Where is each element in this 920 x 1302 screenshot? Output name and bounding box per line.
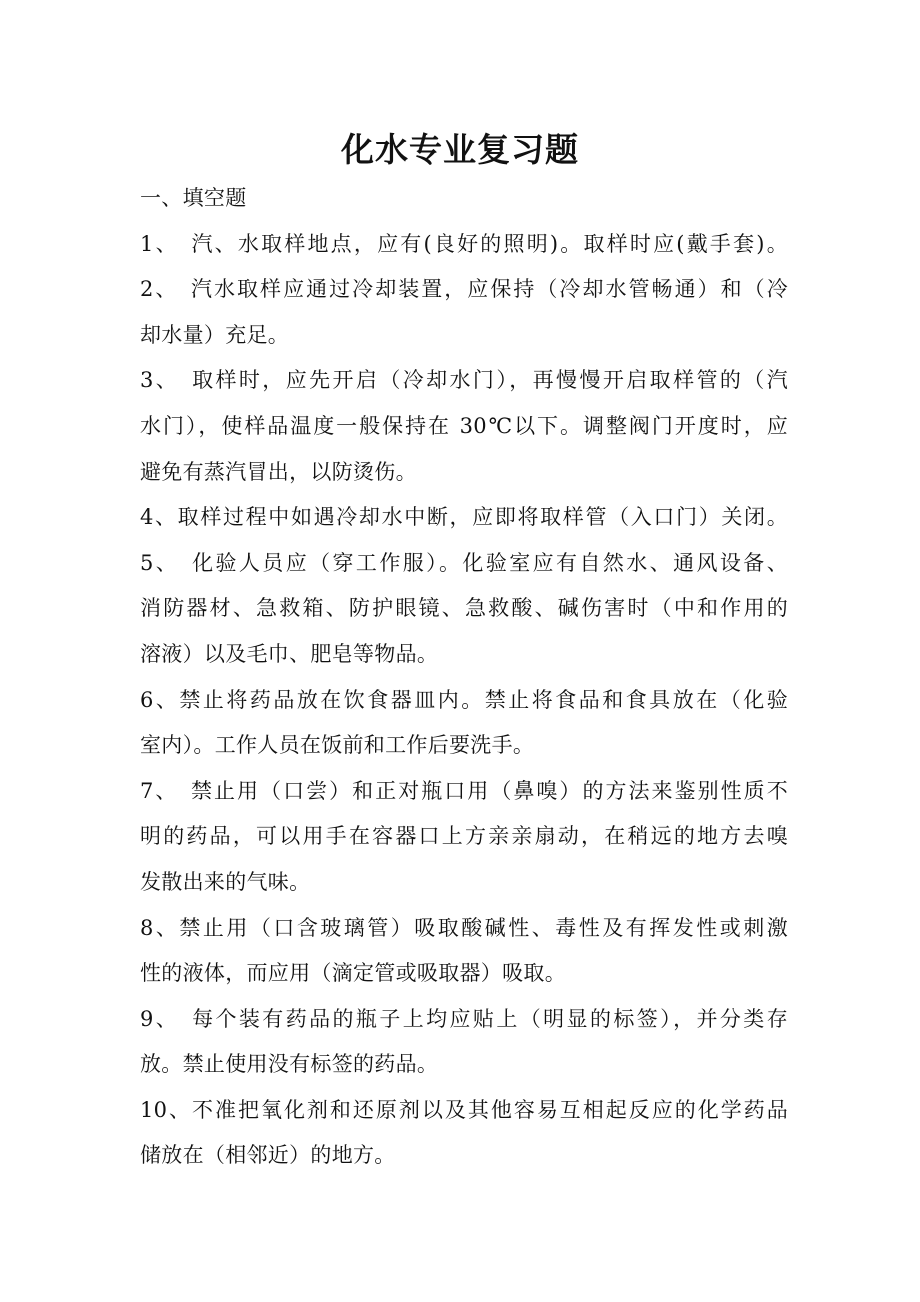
text-line: 明的药品，可以用手在容器口上方亲亲扇动，在稍远的地方去嗅 (140, 824, 788, 849)
section-heading: 一、填空题 (140, 186, 247, 210)
text-line: 5、 化验人员应（穿工作服）。化验室应有自然水、通风设备、 (140, 550, 788, 575)
text-line: 消防器材、急救箱、防护眼镜、急救酸、碱伤害时（中和作用的 (140, 596, 788, 621)
text-line: 溶液）以及毛巾、肥皂等物品。 (140, 641, 439, 666)
text-line: 6、禁止将药品放在饮食器皿内。禁止将食品和食具放在（化验 (140, 687, 788, 712)
text-line: 发散出来的气味。 (140, 869, 311, 894)
text-line: 4、取样过程中如遇冷却水中断，应即将取样管（入口门）关闭。 (140, 505, 788, 530)
text-line: 1、 汽、水取样地点，应有(良好的照明)。取样时应(戴手套)。 (140, 231, 788, 256)
text-line: 避免有蒸汽冒出，以防烫伤。 (140, 459, 417, 484)
text-line: 7、 禁止用（口尝）和正对瓶口用（鼻嗅）的方法来鉴别性质不 (140, 778, 788, 803)
document-body (140, 176, 788, 1179)
text-line: 储放在（相邻近）的地方。 (140, 1143, 396, 1168)
text-line: 2、 汽水取样应通过冷却装置，应保持（冷却水管畅通）和（冷 (140, 277, 788, 302)
text-line: 3、 取样时，应先开启（冷却水门），再慢慢开启取样管的（汽 (140, 368, 788, 393)
text-line: 9、 每个装有药品的瓶子上均应贴上（明显的标签），并分类存 (140, 1006, 788, 1031)
text-line: 室内）。工作人员在饭前和工作后要洗手。 (140, 733, 535, 758)
text-line: 性的液体，而应用（滴定管或吸取器）吸取。 (140, 961, 566, 986)
document-title: 化水专业复习题 (341, 130, 579, 169)
text-line: 水门），使样品温度一般保持在 30℃以下。调整阀门开度时，应 (140, 413, 788, 438)
text-line: 却水量）充足。 (140, 322, 290, 347)
text-line: 放。禁止使用没有标签的药品。 (140, 1052, 439, 1077)
text-line: 8、禁止用（口含玻璃管）吸取酸碱性、毒性及有挥发性或刺激 (140, 915, 788, 940)
text-line: 10、不准把氧化剂和还原剂以及其他容易互相起反应的化学药品 (140, 1097, 788, 1122)
